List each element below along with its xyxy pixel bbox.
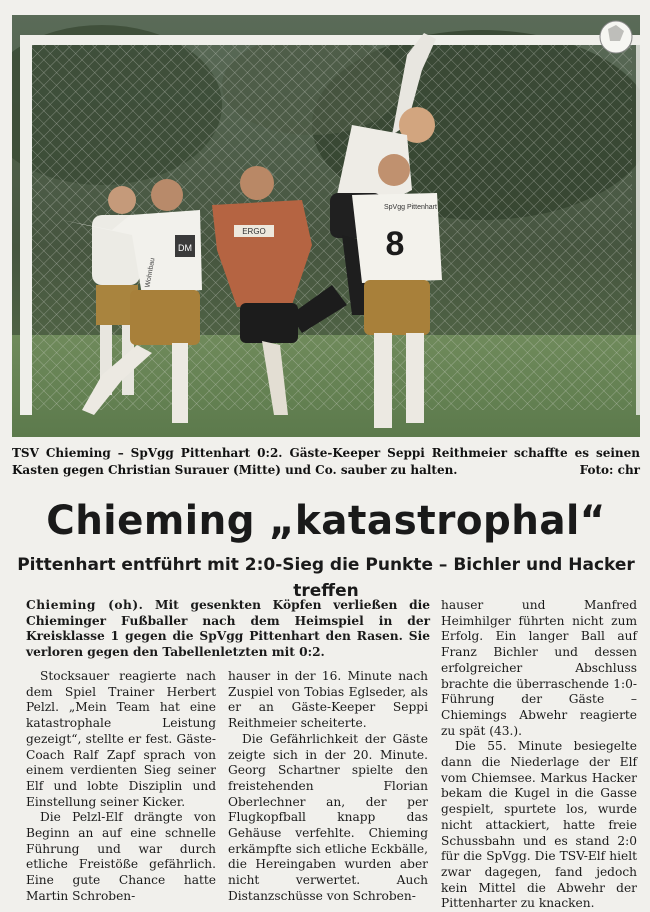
article-column-1 xyxy=(26,669,216,905)
photo-credit: Foto: chr xyxy=(579,463,640,477)
column1-paragraph-1: Stocksauer reagierte nach dem Spiel Trainer Herbert Pelzl. „Mein Team hat eine katastrophale Leistung gezeigt“, stellte er fest. Gäste-Coach Ralf Zapf sprach von einem verdienten Sieg seiner Elf und lobte Disziplin und Einstellung seiner Kicker. xyxy=(26,669,216,809)
shirt-text-pittenhart: SpVgg Pittenhart xyxy=(384,204,437,211)
column3-paragraph-2: Die 55. Minute besiegelte dann die Niederlage der Elf vom Chiemsee. Markus Hacker bekam die Kugel in die Gasse gespielt, spurtete los, wurde nicht attackiert, hatte freie Schussbahn und es stand 2:0 für die SpVgg. Die TSV-Elf hielt zwar dagegen, fand jedoch kein Mittel die Abwehr der Pittenharter zu knacken. xyxy=(441,739,637,911)
article-column-3 xyxy=(441,598,637,912)
column2-paragraph-2: Die Gefährlichkeit der Gäste zeigte sich in der 20. Minute. Georg Schartner spielte den freistehenden Florian Oberlechner an, der per Flugkopfball knapp das Gehäuse verfehlte. Chieming erkämpfte sich etliche Eckbälle, die Hereingaben wurden aber nicht verwertet. Auch Distanzschüsse von Schroben- xyxy=(228,731,428,903)
column2-paragraph-1: hauser in der 16. Minute nach Zuspiel von Tobias Eglseder, als er an Gäste-Keeper Seppi Reithmeier scheiterte. xyxy=(228,669,428,731)
lead-paragraph xyxy=(26,598,430,661)
shirt-number: 8 xyxy=(385,225,405,263)
dateline: Chieming (oh). xyxy=(26,598,144,612)
shirt-sponsor-dm: DM xyxy=(178,243,192,253)
shirt-sponsor-ergo: ERGO xyxy=(242,227,266,236)
column1-paragraph-2: Die Pelzl-Elf drängte von Beginn an auf eine schnelle Führung und war durch etliche Freistöße gefährlich. Eine gute Chance hatte Martin Schroben- xyxy=(26,810,216,903)
photo-caption xyxy=(12,445,640,479)
match-photo xyxy=(12,15,640,437)
lead-text: Mit gesenkten Köpfen verließen die Chieminger Fußballer nach dem Heimspiel in der Kreisklasse 1 gegen die SpVgg Pittenhart den Rasen. Sie verloren gegen den Tabellenletzten mit 0:2. xyxy=(26,598,430,660)
column3-paragraph-1: hauser und Manfred Heimhilger führten nicht zum Erfolg. Ein langer Ball auf Franz Bichler und dessen erfolgreicher Abschluss brachte die überraschende 1:0-Führung der Gäste – Chiemings Abwehr reagierte zu spät (43.). xyxy=(441,598,637,738)
shirt-text-wohnbau: Wohnbau xyxy=(144,257,157,289)
photo-illustration xyxy=(12,15,640,437)
article-column-2 xyxy=(228,669,428,905)
headline: Chieming „katastrophal“ xyxy=(46,498,606,544)
caption-text: TSV Chieming – SpVgg Pittenhart 0:2. Gäste-Keeper Seppi Reithmeier schaffte es seinen Kasten gegen Christian Surauer (Mitte) und Co. sauber zu halten. xyxy=(12,446,640,477)
subheadline: Pittenhart entführt mit 2:0-Sieg die Punkte – Bichler und Hacker treffen xyxy=(17,555,635,601)
